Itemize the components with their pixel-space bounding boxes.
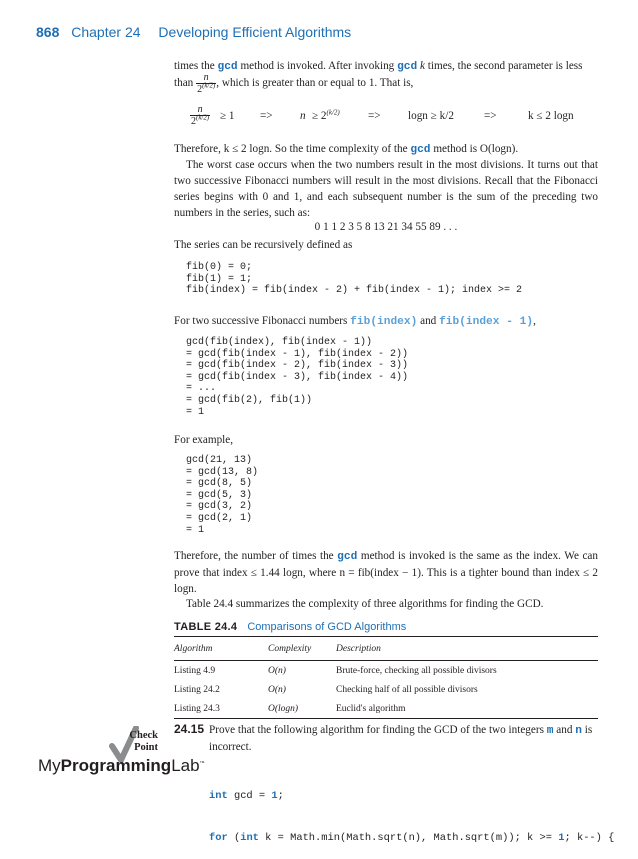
paragraph-3: Therefore, k ≤ 2 logn. So the time complexity of the gcd method is O(logn). xyxy=(174,143,519,156)
myprogramminglab-logo[interactable]: MyProgrammingLab™ xyxy=(38,756,205,775)
code-gcd-example: gcd(21, 13) = gcd(13, 8) = gcd(8, 5) = gcd(5, 3) = gcd(3, 2) = gcd(2, 1) = 1 xyxy=(186,455,259,536)
chapter-label: Chapter 24 xyxy=(71,24,141,40)
table-rule-top xyxy=(174,636,598,637)
fibonacci-series: 0 1 1 2 3 5 8 13 21 34 55 89 . . . xyxy=(314,221,458,233)
chapter-title: Developing Efficient Algorithms xyxy=(158,24,352,40)
paragraph-5: The series can be recursively defined as xyxy=(174,239,353,251)
table-caption: Comparisons of GCD Algorithms xyxy=(247,621,407,633)
code-gcd-fib: gcd(fib(index), fib(index - 1)) = gcd(fib(index - 1), fib(index - 2)) = gcd(fib(index - 2), fib(index - 3)) = gcd(fib(index - 3), fib(index - 4)) = ... = gcd(fib(2), fib(1)) = 1 xyxy=(186,337,409,418)
exercise-code xyxy=(209,761,614,859)
exercise-number: 24.15 xyxy=(174,722,205,736)
table-row: Listing 24.2 O(n) Checking half of all possible divisors xyxy=(174,684,478,695)
page-number: 868 xyxy=(36,24,60,40)
code-line: for (int k = Math.min(Math.sqrt(n), Math.sqrt(m)); k >= 1; k--) { xyxy=(209,832,615,844)
exercise-text: Prove that the following algorithm for finding the GCD of the two integers m and n is incorrect. xyxy=(209,724,593,753)
table-row: Listing 24.3 O(logn) Euclid's algorithm xyxy=(174,699,598,719)
table-title xyxy=(174,621,406,633)
table-row: Listing 4.9 O(n) Brute-force, checking all possible divisors xyxy=(174,665,497,676)
table-label: TABLE 24.4 xyxy=(174,621,238,633)
inequality-chain: $\frac{n}{2^{(k/2)}}$ ≥ 1 => n ≥ $2^{(k/2)}$ => logn ≥ k/2 => k ≤ 2 logn xyxy=(191,104,574,127)
fraction: $\frac{n}{2^{(k/2)}}$ xyxy=(197,72,216,95)
paragraph-8: Therefore, the number of times the gcd method is invoked is the same as the index. We can prove that index ≤ 1.44 logn, where n = fib(index − 1). This is a tighter bound than index ≤ 2 logn. xyxy=(174,550,598,595)
paragraph-4: The worst case occurs when the two numbers result in the most divisions. It turns out that two successive Fibonacci numbers will result in the most divisions. Recall that the Fibonacci series begins with 0 and 1, and each subsequent number is the sum of the preceding two numbers in the series, such as: xyxy=(174,159,598,219)
gcd-comparison-table xyxy=(174,638,598,719)
paragraph-7: For example, xyxy=(174,434,234,446)
running-header xyxy=(36,24,351,40)
code-line: int gcd = 1; xyxy=(209,790,284,802)
code-fib-definition: fib(0) = 0; fib(1) = 1; fib(index) = fib(index - 2) + fib(index - 1); index >= 2 xyxy=(186,262,523,297)
table-header-row: Algorithm Complexity Description xyxy=(174,638,598,661)
paragraph-9: Table 24.4 summarizes the complexity of three algorithms for finding the GCD. xyxy=(186,598,544,610)
paragraph-1: times the gcd method is invoked. After invoking gcd k times, the second parameter is less xyxy=(174,60,583,73)
point-label: Point xyxy=(134,742,158,753)
paragraph-1b: than $\frac{n}{2^{(k/2)}}$ , which is greater than or equal to 1. That is, xyxy=(174,72,414,95)
check-label: Check xyxy=(129,730,158,741)
paragraph-6: For two successive Fibonacci numbers fib(index) and fib(index - 1), xyxy=(174,315,536,328)
